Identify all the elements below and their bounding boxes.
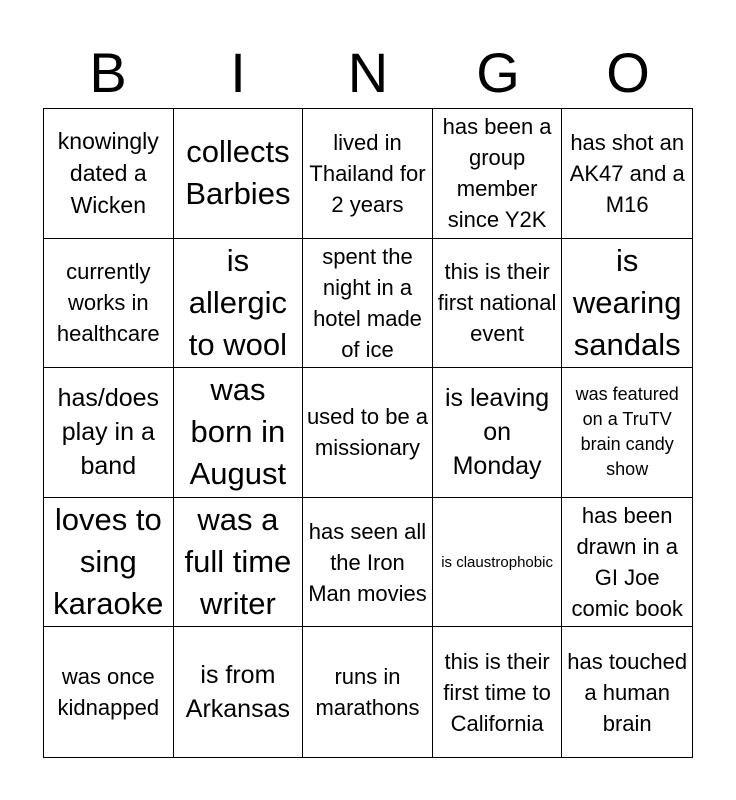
bingo-cell[interactable] — [562, 498, 692, 628]
bingo-cell[interactable] — [303, 627, 433, 757]
bingo-cell[interactable] — [174, 239, 304, 369]
cell-text: used to be a missionary — [306, 404, 429, 461]
cell-text: this is their first national event — [437, 259, 557, 347]
cell-text: is leaving on Monday — [444, 384, 550, 481]
cell-text: is wearing sandals — [572, 242, 682, 362]
bingo-cell[interactable] — [562, 368, 692, 498]
header-letter-o: O — [606, 41, 650, 104]
header-letter-b: B — [89, 41, 127, 104]
bingo-cell[interactable] — [303, 239, 433, 369]
bingo-cell[interactable] — [44, 239, 174, 369]
bingo-cell[interactable] — [44, 368, 174, 498]
bingo-cell[interactable] — [562, 627, 692, 757]
cell-text: was once kidnapped — [57, 664, 160, 721]
bingo-cell[interactable] — [44, 109, 174, 239]
cell-text: this is their first time to California — [443, 648, 551, 736]
cell-text: has/does play in a band — [57, 384, 160, 481]
bingo-cell[interactable] — [562, 109, 692, 239]
bingo-cell[interactable] — [174, 627, 304, 757]
cell-text: has been a group member since Y2K — [442, 114, 552, 233]
cell-text: lived in Thailand for 2 years — [309, 129, 426, 217]
bingo-board — [43, 108, 693, 758]
bingo-cell[interactable] — [562, 239, 692, 369]
cell-text: has been drawn in a GI Joe comic book — [571, 503, 683, 622]
bingo-cell[interactable] — [433, 239, 563, 369]
header-letter-g: G — [476, 41, 520, 104]
bingo-cell[interactable] — [174, 109, 304, 239]
bingo-cell[interactable] — [303, 368, 433, 498]
bingo-cell[interactable] — [433, 498, 563, 628]
cell-text: was a full time writer — [184, 502, 292, 622]
cell-text: loves to sing karaoke — [53, 502, 164, 622]
bingo-cell[interactable] — [433, 368, 563, 498]
cell-text: spent the night in a hotel made of ice — [313, 243, 422, 362]
bingo-cell[interactable] — [44, 627, 174, 757]
cell-text: has seen all the Iron Man movies — [308, 518, 427, 606]
cell-text: runs in marathons — [315, 664, 420, 721]
cell-text: was born in August — [189, 372, 287, 492]
bingo-cell[interactable] — [44, 498, 174, 628]
header-letter-n: N — [347, 41, 389, 104]
cell-text: is claustrophobic — [441, 553, 553, 571]
bingo-cell[interactable] — [433, 627, 563, 757]
bingo-header — [43, 38, 693, 108]
cell-text: is allergic to wool — [188, 242, 287, 362]
bingo-cell[interactable] — [174, 498, 304, 628]
cell-text: collects Barbies — [185, 134, 291, 212]
bingo-cell[interactable] — [174, 368, 304, 498]
bingo-cell[interactable] — [303, 109, 433, 239]
cell-text: was featured on a TruTV brain candy show — [575, 384, 679, 480]
cell-text: knowingly dated a Wicken — [57, 128, 159, 219]
cell-text: currently works in healthcare — [56, 259, 160, 347]
bingo-cell[interactable] — [303, 498, 433, 628]
cell-text: is from Arkansas — [185, 661, 290, 724]
cell-text: has touched a human brain — [567, 648, 688, 736]
header-letter-i: I — [230, 41, 246, 104]
bingo-cell[interactable] — [433, 109, 563, 239]
cell-text: has shot an AK47 and a M16 — [569, 129, 685, 217]
